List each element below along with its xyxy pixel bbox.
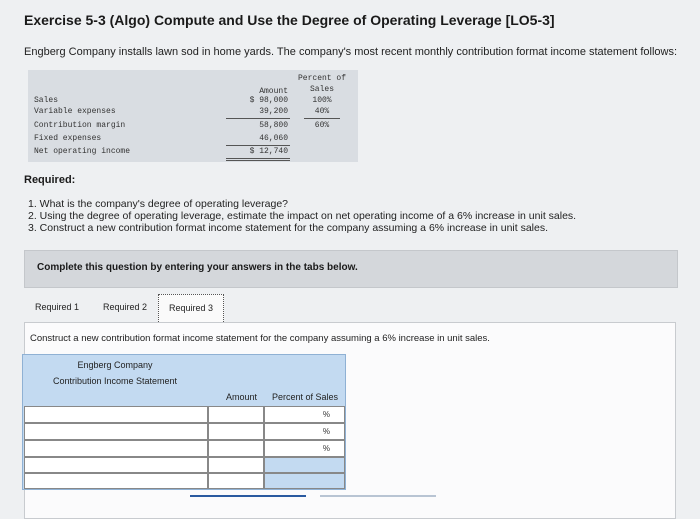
- amount-input[interactable]: [208, 406, 264, 423]
- question-2: 2. Using the degree of operating leverage, estimate the impact on net operating income of a 6% increase in unit sales.: [28, 210, 577, 222]
- label-input[interactable]: [24, 423, 208, 440]
- percent-symbol: %: [322, 444, 330, 453]
- row-percent: 60%: [314, 121, 330, 130]
- intro-text: Engberg Company installs lawn sod in home yards. The company's most recent monthly contribution format income statement follows:: [24, 46, 678, 58]
- tab-required-1[interactable]: Required 1: [34, 302, 80, 312]
- percent-input[interactable]: [264, 406, 345, 423]
- label-input[interactable]: [24, 440, 208, 457]
- amount-double-underline: [226, 158, 290, 159]
- statement-name: Contribution Income Statement: [52, 376, 178, 386]
- amount-double-underline: [226, 160, 290, 161]
- blank-cell: [264, 457, 345, 473]
- question-3: 3. Construct a new contribution format income statement for the company assuming a 6% increase in unit sales.: [28, 222, 549, 234]
- row-label: Contribution margin: [34, 121, 126, 130]
- amount-input[interactable]: [208, 473, 264, 489]
- row-amount: $ 98,000: [249, 96, 288, 105]
- prev-nav-bar[interactable]: [190, 495, 306, 497]
- tab-required-2[interactable]: Required 2: [102, 302, 148, 312]
- given-income-statement: [28, 70, 358, 162]
- row-amount: 46,060: [259, 134, 288, 143]
- row-amount: 39,200: [259, 107, 288, 116]
- tab-required-3[interactable]: Required 3: [158, 294, 224, 322]
- row-label: Net operating income: [34, 147, 131, 156]
- percent-column-header: Percent of Sales: [271, 392, 339, 402]
- next-nav-bar[interactable]: [320, 495, 436, 497]
- row-label: Fixed expenses: [34, 134, 102, 143]
- amount-header: Amount: [259, 87, 288, 96]
- percent-header-line2: Sales: [309, 85, 334, 94]
- percent-symbol: %: [322, 410, 330, 419]
- label-input[interactable]: [24, 457, 208, 473]
- percent-input[interactable]: [264, 440, 345, 457]
- percent-symbol: %: [322, 427, 330, 436]
- amount-underline: [226, 145, 290, 146]
- required-heading: Required:: [24, 174, 76, 186]
- percent-header-line1: Percent of: [297, 74, 346, 83]
- row-label: Sales: [34, 96, 59, 105]
- row-label: Variable expenses: [34, 107, 116, 116]
- label-input[interactable]: [24, 473, 208, 489]
- percent-input[interactable]: [264, 423, 345, 440]
- instructions-banner: [24, 250, 678, 288]
- row-amount: 58,800: [259, 121, 288, 130]
- row-percent: 40%: [314, 107, 330, 116]
- page-title: Exercise 5-3 (Algo) Compute and Use the Degree of Operating Leverage [LO5-3]: [24, 12, 555, 28]
- banner-text: Complete this question by entering your answers in the tabs below.: [37, 262, 358, 273]
- percent-underline: [304, 118, 340, 119]
- row-amount: $ 12,740: [249, 147, 288, 156]
- question-1: 1. What is the company's degree of operating leverage?: [28, 198, 288, 210]
- tab-instruction: Construct a new contribution format income statement for the company assuming a 6% increase in unit sales.: [30, 333, 490, 344]
- row-percent: 100%: [312, 96, 332, 105]
- amount-input[interactable]: [208, 440, 264, 457]
- amount-underline: [226, 118, 290, 119]
- answer-table: [22, 354, 346, 490]
- amount-input[interactable]: [208, 457, 264, 473]
- amount-column-header: Amount: [225, 392, 257, 402]
- amount-input[interactable]: [208, 423, 264, 440]
- company-name: Engberg Company: [77, 360, 153, 370]
- label-input[interactable]: [24, 406, 208, 423]
- blank-cell: [264, 473, 345, 489]
